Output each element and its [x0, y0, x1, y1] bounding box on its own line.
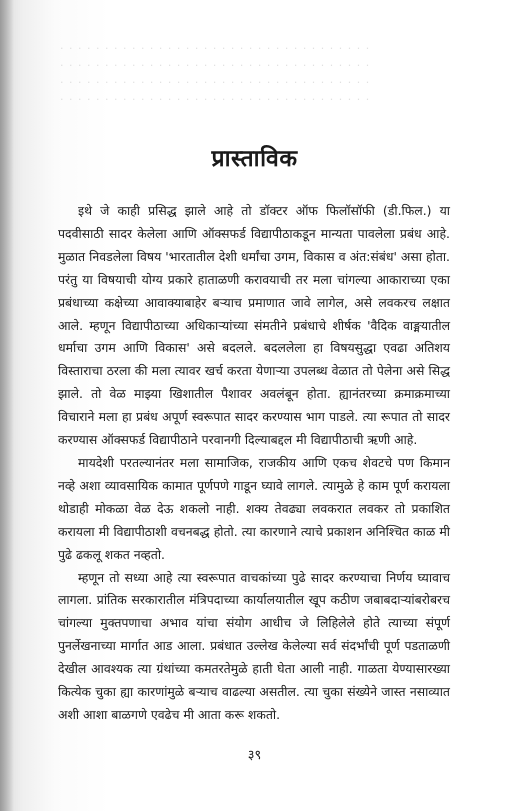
- page-title: प्रास्ताविक: [211, 146, 298, 172]
- show-through-text: · · · · · · · · · · · · · · · · · · · · · · · · · · · · · · · · · · · · · · · · · · · · · · · · · · · · · · · · · · · · · · · · · · · · · · · · · · · · · · · · · · · · · · · · · · · · · · · · · · · · · · · · · · · · · · · · · · · · · · · · · · · · · · · · · · · · · · · · · · · ·: [60, 42, 371, 106]
- paragraph: मायदेशी परतल्यानंतर मला सामाजिक, राजकीय आणि एकच शेवटचे पण किमान नव्हे अशा व्यावसायिक कामात पूर्णपणे गाडून घ्यावे लागले. त्यामुळे हे काम पूर्ण करायला थोडाही मोकळा वेळ देऊ शकलो नाही. शक्य तेवढ्या लवकरात लवकर तो प्रकाशित करायला मी विद्यापीठाशी वचनबद्ध होतो. त्या कारणाने त्याचे प्रकाशन अनिश्चित काळ मी पुढे ढकलू शकत नव्हतो.: [58, 454, 450, 562]
- paragraph: इथे जे काही प्रसिद्ध झाले आहे तो डॉक्टर ऑफ फिलॉसॉफी (डी.फिल.) या पदवीसाठी सादर केलेला आणि ऑक्सफर्ड विद्यापीठाकडून मान्यता पावलेला प्रबंध आहे. मुळात निवडलेला विषय 'भारतातील देशी धर्मांचा उगम, विकास व अंत:संबंध' असा होता. परंतु या विषयाची योग्य प्रकारे हाताळणी करावयाची तर मला चांगल्या आकाराच्या एका प्रबंधाच्या कक्षेच्या आवाक्याबाहेर बऱ्याच प्रमाणात जावे लागेल, असे लवकरच लक्षात आले. म्हणून विद्यापीठाच्या अधिकाऱ्यांच्या संमतीने प्रबंधाचे शीर्षक 'वैदिक वाङ्मयातील धर्माचा उगम आणि विकास' असे बदलले. बदललेला हा विषयसुद्धा एवढा अतिशय विस्ताराचा ठरला की मला त्यावर खर्च करता येणाऱ्या उपलब्ध वेळात तो पेलेना असे सिद्ध झाले. तो वेळ माझ्या खिशातील पैशावर अवलंबून होता. ह्यानंतरच्या क्रमाक्रमाच्या विचाराने मला हा प्रबंध अपूर्ण स्वरूपात सादर करण्यास भाग पाडले. त्या रूपात तो सादर करण्यास ऑक्सफर्ड विद्यापीठाने परवानगी दिल्याबद्दल मी विद्यापीठाची ऋणी आहे.: [58, 203, 450, 448]
- body-text: [58, 200, 450, 727]
- page-number: ३९: [247, 748, 262, 763]
- paragraph: म्हणून तो सध्या आहे त्या स्वरूपात वाचकांच्या पुढे सादर करण्याचा निर्णय घ्यावाच लागला. प्रांतिक सरकारातील मंत्रिपदाच्या कार्यालयातील खूप कठीण जबाबदाऱ्यांबरोबरच चांगल्या मुक्तपणाचा अभाव यांचा संयोग आधीच जे लिहिलेले होते त्याच्या संपूर्ण पुनर्लेखनाच्या मार्गात आड आला. प्रबंधात उल्लेख केलेल्या सर्व संदर्भांची पूर्ण पडताळणी देखील आवश्यक त्या ग्रंथांच्या कमतरतेमुळे हाती घेता आली नाही. गाळता येण्यासारख्या कित्येक चुका ह्या कारणांमुळे बऱ्याच वाढल्या असतील. त्या चुका संख्येने जास्त नसाव्यात अशी आशा बाळगणे एवढेच मी आता करू शकतो.: [58, 569, 450, 722]
- spine-shadow: [0, 0, 14, 811]
